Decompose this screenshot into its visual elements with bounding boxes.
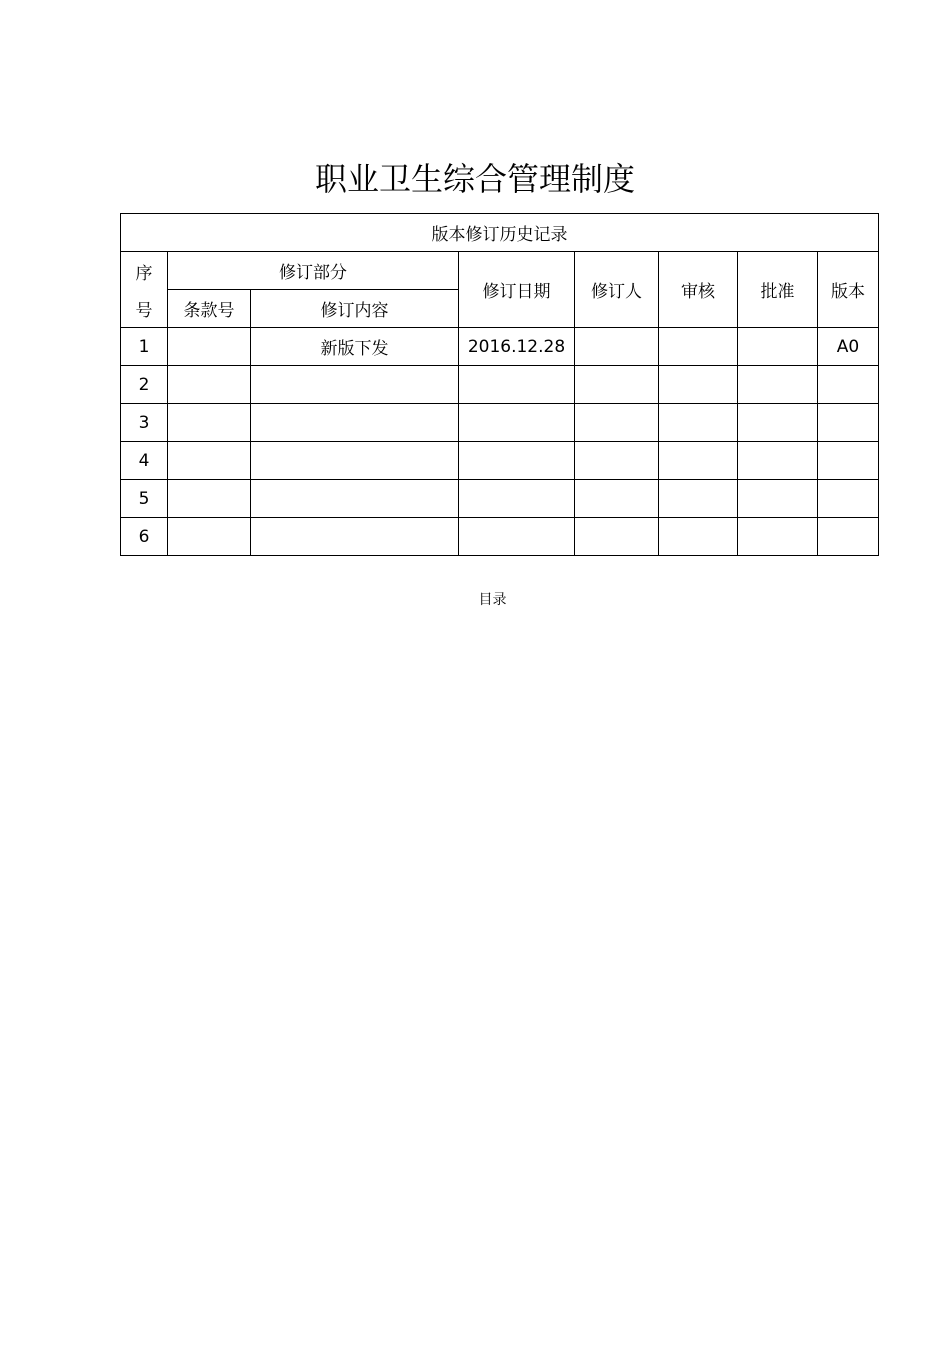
- cell-approver: [738, 518, 818, 556]
- cell-version: [818, 366, 879, 404]
- cell-date: [459, 518, 575, 556]
- cell-content: [251, 404, 459, 442]
- document-title: 职业卫生综合管理制度: [314, 160, 635, 198]
- cell-reviser: [575, 328, 659, 366]
- revision-history-table: [120, 213, 879, 556]
- cell-reviewer: [659, 366, 738, 404]
- cell-clause: [168, 404, 251, 442]
- cell-version: [818, 480, 879, 518]
- cell-clause: [168, 328, 251, 366]
- cell-seq: 6: [121, 518, 168, 556]
- header-approver: 批准: [738, 252, 818, 328]
- cell-reviewer: [659, 442, 738, 480]
- cell-content: [251, 480, 459, 518]
- cell-reviewer: [659, 404, 738, 442]
- header-clause-no: 条款号: [168, 290, 251, 328]
- header-revised-date: 修订日期: [459, 252, 575, 328]
- cell-seq: 4: [121, 442, 168, 480]
- cell-reviser: [575, 404, 659, 442]
- cell-reviewer: [659, 518, 738, 556]
- cell-version: A0: [818, 328, 879, 366]
- header-revised-content: 修订内容: [251, 290, 459, 328]
- cell-seq: 3: [121, 404, 168, 442]
- cell-date: [459, 442, 575, 480]
- cell-approver: [738, 366, 818, 404]
- table-caption: 版本修订历史记录: [121, 214, 879, 252]
- table-row: [121, 328, 879, 366]
- cell-approver: [738, 404, 818, 442]
- cell-approver: [738, 480, 818, 518]
- cell-version: [818, 404, 879, 442]
- cell-date: 2016.12.28: [459, 328, 575, 366]
- cell-content: [251, 442, 459, 480]
- header-reviewer: 审核: [659, 252, 738, 328]
- cell-clause: [168, 442, 251, 480]
- cell-content: [251, 518, 459, 556]
- cell-clause: [168, 480, 251, 518]
- cell-reviser: [575, 518, 659, 556]
- cell-content: [251, 366, 459, 404]
- table-row: [121, 480, 879, 518]
- cell-clause: [168, 518, 251, 556]
- cell-reviser: [575, 442, 659, 480]
- toc-heading: 目录: [478, 592, 507, 608]
- cell-date: [459, 404, 575, 442]
- header-seq-bottom: 号: [135, 300, 153, 321]
- table-row: [121, 518, 879, 556]
- table-row: [121, 366, 879, 404]
- header-seq-top: 序: [135, 263, 153, 284]
- cell-reviewer: [659, 328, 738, 366]
- table-row: [121, 442, 879, 480]
- header-version: 版本: [818, 252, 879, 328]
- cell-content: 新版下发: [251, 328, 459, 366]
- cell-seq: 1: [121, 328, 168, 366]
- header-reviser: 修订人: [575, 252, 659, 328]
- table-row: [121, 404, 879, 442]
- cell-approver: [738, 328, 818, 366]
- cell-clause: [168, 366, 251, 404]
- cell-version: [818, 442, 879, 480]
- cell-date: [459, 366, 575, 404]
- header-seq: [121, 252, 168, 328]
- cell-version: [818, 518, 879, 556]
- cell-seq: 5: [121, 480, 168, 518]
- cell-approver: [738, 442, 818, 480]
- cell-reviser: [575, 480, 659, 518]
- header-revised-part: 修订部分: [168, 252, 459, 290]
- cell-date: [459, 480, 575, 518]
- cell-seq: 2: [121, 366, 168, 404]
- cell-reviser: [575, 366, 659, 404]
- cell-reviewer: [659, 480, 738, 518]
